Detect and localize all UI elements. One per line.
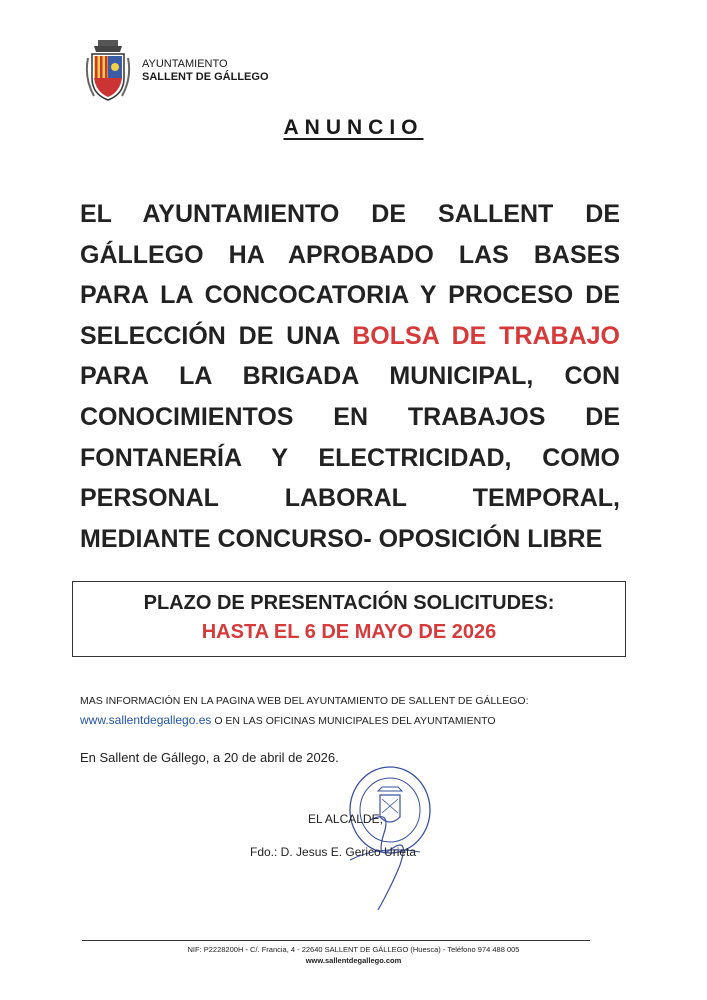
coat-of-arms-logo — [84, 38, 132, 104]
website-link[interactable]: www.sallentdegallego.es — [80, 713, 212, 727]
body-part2: PARA LA BRIGADA MUNICIPAL, CON CONOCIMIENTOS EN TRABAJOS DE FONTANERÍA Y ELECTRICIDAD, COMO PERSONAL LABORAL TEMPORAL, MEDIANTE CONCURSO- OPOSICIÓN LIBRE — [80, 362, 620, 553]
announcement-body — [80, 194, 620, 559]
place-date: En Sallent de Gállego, a 20 de abril de 2026. — [80, 750, 339, 765]
deadline-box — [72, 581, 626, 657]
page-title — [0, 116, 707, 140]
info-line2 — [80, 711, 640, 731]
deadline-label: PLAZO DE PRESENTACIÓN SOLICITUDES: — [143, 592, 555, 614]
title-text: ANUNCIO — [283, 116, 424, 139]
letterhead-line1: AYUNTAMIENTO — [142, 58, 228, 70]
body-part1: EL AYUNTAMIENTO DE SALLENT DE GÁLLEGO HA APROBADO LAS BASES PARA LA CONCOCATORIA Y PROCESO DE SELECCIÓN DE UNA — [80, 200, 620, 350]
body-highlight: BOLSA DE TRABAJO — [352, 321, 621, 350]
info-line2-text: O EN LAS OFICINAS MUNICIPALES DEL AYUNTAMIENTO — [211, 715, 496, 727]
deadline-date: HASTA EL 6 DE MAYO DE 2026 — [201, 621, 497, 643]
signer-name: Fdo.: D. Jesus E. Gerico Urieta — [250, 845, 417, 859]
letterhead-text — [142, 58, 269, 84]
footer-address: NIF: P2228200H - C/. Francia, 4 - 22640 SALLENT DE GÁLLEGO (Huesca) - Teléfono 974 488 005 — [187, 945, 520, 954]
letterhead-line2: SALLENT DE GÁLLEGO — [142, 71, 269, 83]
footer-divider — [82, 940, 590, 941]
more-info — [80, 692, 640, 731]
letterhead — [84, 38, 269, 104]
signer-role: EL ALCALDE, — [308, 812, 383, 826]
info-line1: MAS INFORMACIÓN EN LA PAGINA WEB DEL AYUNTAMIENTO DE SALLENT DE GÁLLEGO: — [80, 695, 529, 707]
footer — [0, 944, 707, 966]
footer-website[interactable]: www.sallentdegallego.com — [305, 956, 402, 965]
